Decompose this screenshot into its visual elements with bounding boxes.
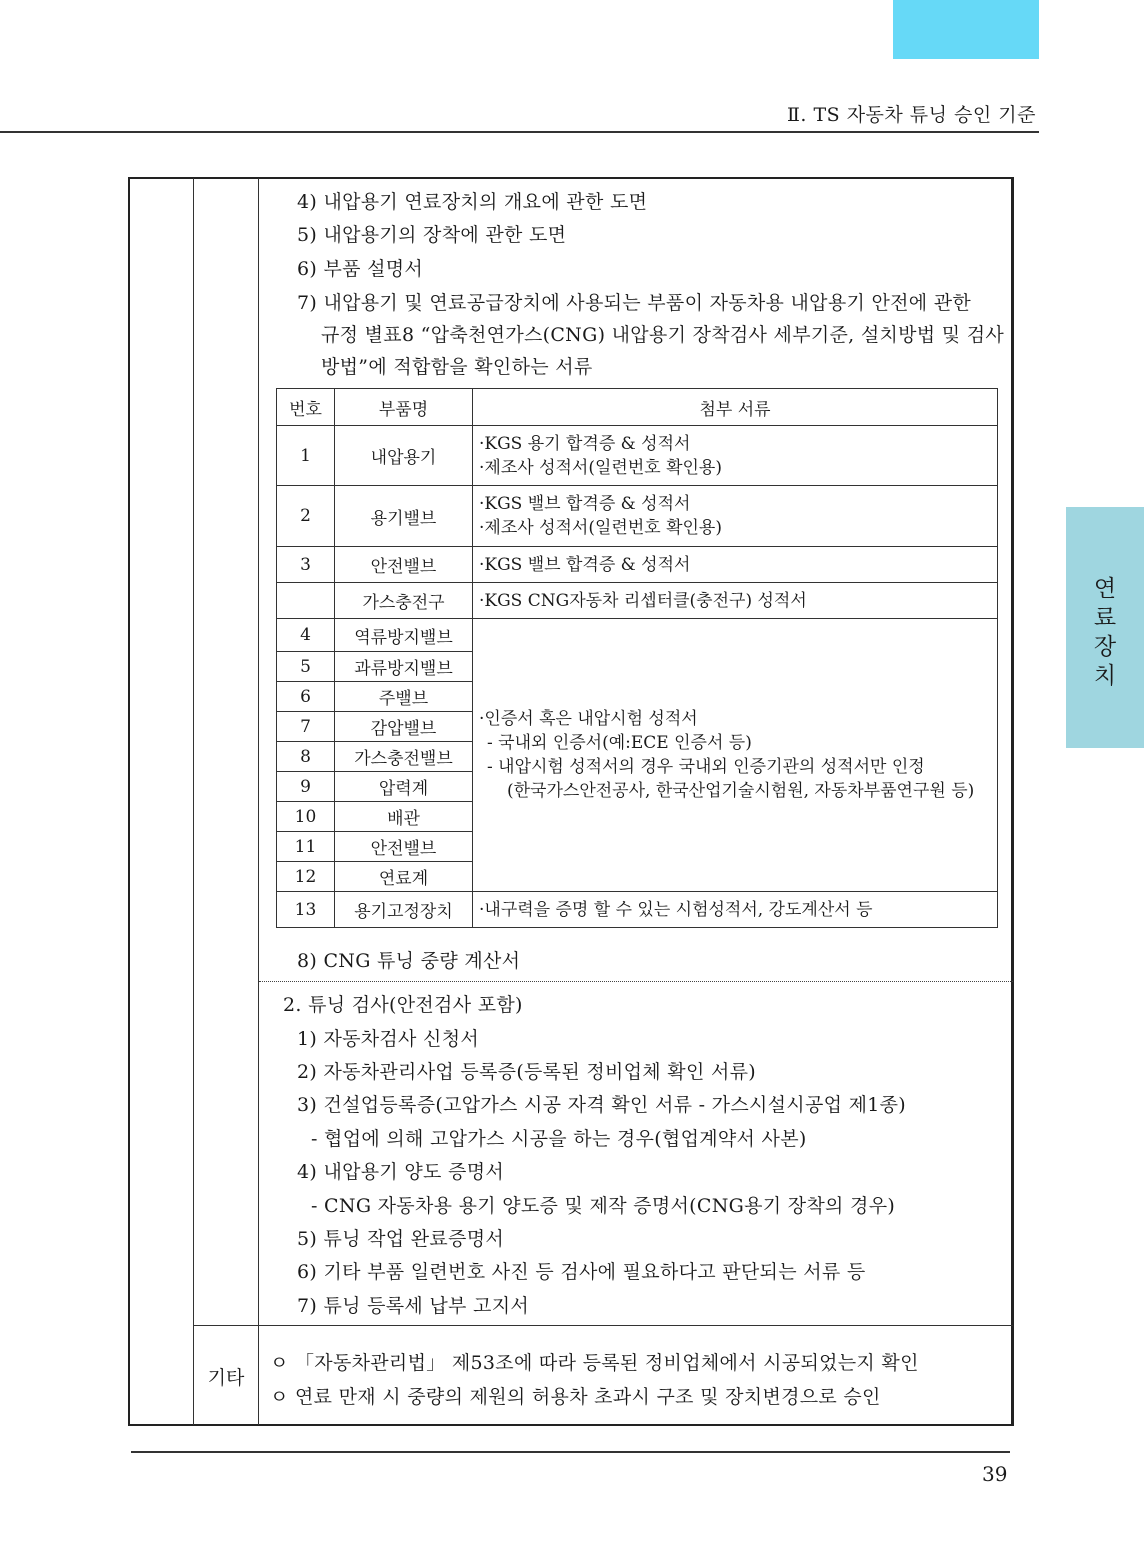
inspection-item: 7) 튜닝 등록세 납부 고지서: [297, 1295, 529, 1317]
row-number: 2: [277, 486, 335, 547]
part-name: 안전밸브: [335, 547, 473, 583]
part-name: 압력계: [335, 772, 473, 802]
row-number: 5: [277, 652, 335, 682]
inspection-item: 5) 튜닝 작업 완료증명서: [297, 1228, 505, 1250]
part-name: 내압용기: [335, 426, 473, 486]
doc-cell: [473, 426, 998, 486]
inspection-subitem: - CNG 자동차용 용기 양도증 및 제작 증명서(CNG용기 장착의 경우): [311, 1195, 896, 1217]
side-tab-char: 장: [1093, 634, 1117, 660]
inspection-item: 1) 자동차검사 신청서: [297, 1028, 480, 1050]
table-row: [277, 583, 998, 619]
section-title: 2. 튜닝 검사(안전검사 포함): [283, 994, 523, 1016]
table-row: [277, 547, 998, 583]
doc-cell: [473, 486, 998, 547]
etc-row-divider: [193, 1325, 1013, 1326]
doc-item-5: 5) 내압용기의 장착에 관한 도면: [297, 224, 567, 246]
part-name: 감압밸브: [335, 712, 473, 742]
row-number: 6: [277, 682, 335, 712]
part-name: 용기고정장치: [335, 892, 473, 928]
row-number: 9: [277, 772, 335, 802]
doc-item-8: 8) CNG 튜닝 중량 계산서: [297, 950, 521, 972]
table-row: [277, 619, 998, 652]
part-name: 안전밸브: [335, 832, 473, 862]
doc-line: ·제조사 성적서(일련번호 확인용): [479, 518, 722, 538]
row-number: [277, 583, 335, 619]
part-name: 역류방지밸브: [335, 619, 473, 652]
row-number: 8: [277, 742, 335, 772]
doc-line: ·KGS 용기 합격증 & 성적서: [479, 433, 691, 454]
section-divider-dotted: [259, 981, 1013, 982]
page-number: 39: [982, 1462, 1008, 1486]
column-divider: [193, 178, 194, 1425]
inspection-item: 4) 내압용기 양도 증명서: [297, 1161, 505, 1183]
header-rule: [0, 131, 1039, 133]
page-header-title: Ⅱ. TS 자동차 튜닝 승인 기준: [786, 104, 1036, 126]
part-name: 배관: [335, 802, 473, 832]
column-divider: [258, 178, 259, 1425]
doc-cell: [473, 583, 998, 619]
row-number: 1: [277, 426, 335, 486]
inspection-item: 2) 자동차관리사업 등록증(등록된 정비업체 확인 서류): [297, 1061, 756, 1083]
doc-line: ·KGS CNG자동차 리셉터클(충전구) 성적서: [479, 590, 807, 611]
row-number: 3: [277, 547, 335, 583]
doc-item-7-cont: 규정 별표8 “압축천연가스(CNG) 내압용기 장착검사 세부기준, 설치방법 및 검사: [321, 324, 1005, 346]
side-chapter-tab[interactable]: [1066, 507, 1144, 748]
part-name: 가스충전밸브: [335, 742, 473, 772]
parts-document-table: [276, 388, 998, 928]
side-tab-char: 치: [1093, 663, 1117, 689]
doc-line: ·KGS 밸브 합격증 & 성적서: [479, 494, 691, 514]
doc-line: ·내구력을 증명 할 수 있는 시험성적서, 강도계산서 등: [473, 892, 998, 928]
doc-line: (한국가스안전공사, 한국산업기술시험원, 자동차부품연구원 등): [507, 781, 975, 801]
inspection-item: 6) 기타 부품 일련번호 사진 등 검사에 필요하다고 판단되는 서류 등: [297, 1261, 866, 1283]
doc-line: ·인증서 혹은 내압시험 성적서: [479, 709, 698, 729]
table-row: [277, 892, 998, 928]
doc-item-4: 4) 내압용기 연료장치의 개요에 관한 도면: [297, 191, 648, 213]
doc-line: ·KGS 밸브 합격증 & 성적서: [479, 554, 691, 575]
side-tab-char: 료: [1093, 605, 1117, 631]
part-name: 주밸브: [335, 682, 473, 712]
top-color-tab: [893, 0, 1039, 59]
doc-cell: [473, 547, 998, 583]
etc-note: ㅇ 연료 만재 시 중량의 제원의 허용차 초과시 구조 및 장치변경으로 승인: [270, 1386, 881, 1408]
row-number: 10: [277, 802, 335, 832]
inspection-subitem: - 협업에 의해 고압가스 시공을 하는 경우(협업계약서 사본): [311, 1128, 807, 1150]
row-number: 13: [277, 892, 335, 928]
etc-note: ㅇ 「자동차관리법」 제53조에 따라 등록된 정비업체에서 시공되었는지 확인: [270, 1352, 919, 1374]
doc-line: - 국내외 인증서(예:ECE 인증서 등): [487, 733, 752, 753]
col-header-docs: 첨부 서류: [473, 389, 998, 426]
row-number: 11: [277, 832, 335, 862]
side-tab-char: 연: [1093, 576, 1117, 602]
table-row: [277, 486, 998, 547]
etc-label: 기타: [207, 1367, 245, 1389]
shared-doc-cell: [473, 619, 998, 892]
part-name: 용기밸브: [335, 486, 473, 547]
doc-item-6: 6) 부품 설명서: [297, 258, 424, 280]
part-name: 과류방지밸브: [335, 652, 473, 682]
row-number: 7: [277, 712, 335, 742]
doc-line: ·제조사 성적서(일련번호 확인용): [479, 457, 722, 478]
col-header-no: 번호: [277, 389, 335, 426]
row-number: 4: [277, 619, 335, 652]
part-name: 연료계: [335, 862, 473, 892]
doc-item-7-cont: 방법”에 적합함을 확인하는 서류: [321, 356, 593, 378]
table-row: [277, 426, 998, 486]
part-name: 가스충전구: [335, 583, 473, 619]
col-header-part-name: 부품명: [335, 389, 473, 426]
doc-item-7: 7) 내압용기 및 연료공급장치에 사용되는 부품이 자동차용 내압용기 안전에 관한: [297, 292, 972, 314]
footer-rule: [131, 1451, 1010, 1453]
row-number: 12: [277, 862, 335, 892]
inspection-item: 3) 건설업등록증(고압가스 시공 자격 확인 서류 - 가스시설시공업 제1종): [297, 1094, 907, 1116]
doc-line: - 내압시험 성적서의 경우 국내외 인증기관의 성적서만 인정: [487, 757, 925, 777]
